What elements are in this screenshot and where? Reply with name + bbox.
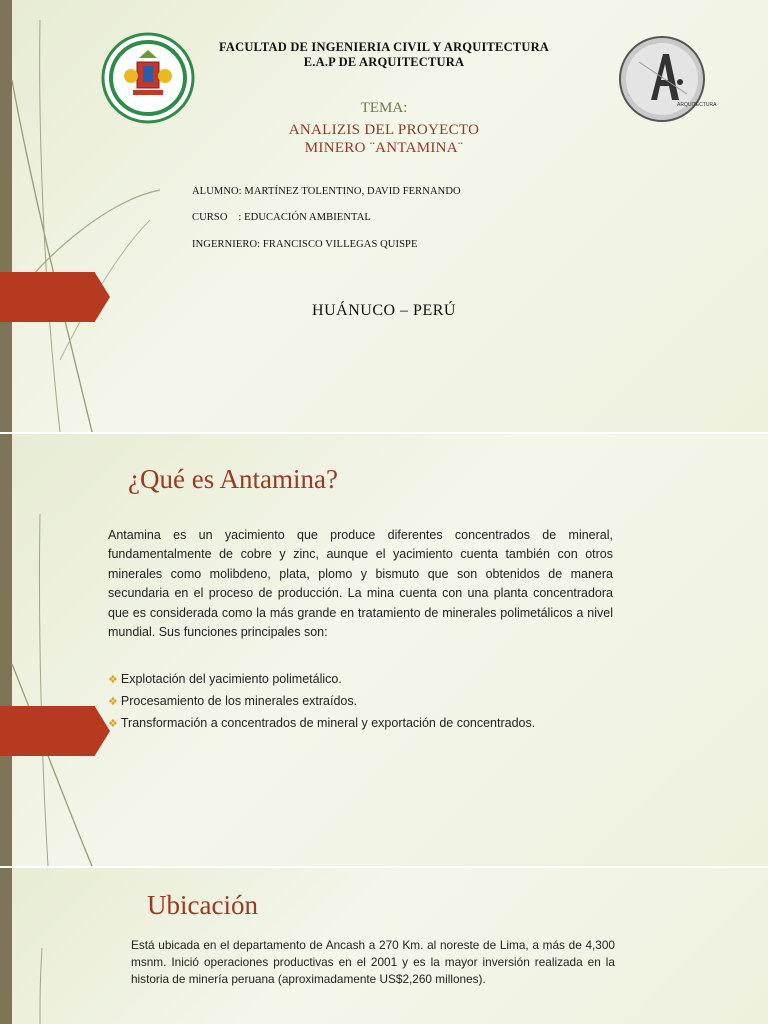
tema-label: TEMA: <box>360 100 408 116</box>
city-country: HUÁNUCO – PERÚ <box>312 302 456 319</box>
course-info: CURSO : EDUCACIÓN AMBIENTAL <box>192 212 371 223</box>
title-slide <box>0 0 768 432</box>
list-item: ❖ Transformación a concentrados de mineral y exportación de concentrados. <box>108 716 536 730</box>
student-info: ALUMNO: MARTÍNEZ TOLENTINO, DAVID FERNANDO <box>192 186 461 197</box>
faculty-name: FACULTAD DE INGENIERIA CIVIL Y ARQUITECTURA <box>218 40 550 54</box>
slide-heading: ¿Qué es Antamina? <box>128 464 338 494</box>
diamond-bullet-icon: ❖ <box>108 696 118 708</box>
antamina-slide <box>0 434 768 866</box>
slide-heading: Ubicación <box>147 890 258 920</box>
logo-text: ARQUITECTURA <box>677 102 717 108</box>
diamond-bullet-icon: ❖ <box>108 718 118 730</box>
list-item: ❖ Procesamiento de los minerales extraídos. <box>108 694 358 708</box>
title-line-1: ANALIZIS DEL PROYECTO <box>288 122 480 138</box>
location-slide <box>0 868 768 1024</box>
list-item: ❖ Explotación del yacimiento polimetálico. <box>108 672 342 686</box>
engineer-info: INGERNIERO: FRANCISCO VILLEGAS QUISPE <box>192 239 418 250</box>
antamina-description: Antamina es un yacimiento que produce diferentes concentrados de mineral, fundamentalmente de cobre y zinc, aunque el yacimiento cuenta también con otros minerales como molibdeno, plata, plomo y bismuto que son obtenidos de manera secundaria en el proceso de producción. La mina cuenta con una planta concentradora que es considerada como la más grande en tratamiento de minerales polimetálicos a nivel mundial. Sus funciones principales son: <box>108 528 613 640</box>
location-description: Está ubicada en el departamento de Ancash a 270 Km. al noreste de Lima, a más de 4,300 msnm. Inició operaciones productivas en el 2001 y es la mayor inversión realizada en la historia de minería peruana (aproximadamente US$2,260 millones). <box>131 938 615 987</box>
functions-list <box>108 668 535 734</box>
decorative-stems <box>0 868 80 1024</box>
decorative-stems <box>0 434 140 866</box>
diamond-bullet-icon: ❖ <box>108 674 118 686</box>
title-line-2: MINERO ¨ANTAMINA¨ <box>304 140 464 156</box>
school-name: E.A.P DE ARQUITECTURA <box>303 55 465 69</box>
red-ribbon-marker <box>0 706 110 756</box>
